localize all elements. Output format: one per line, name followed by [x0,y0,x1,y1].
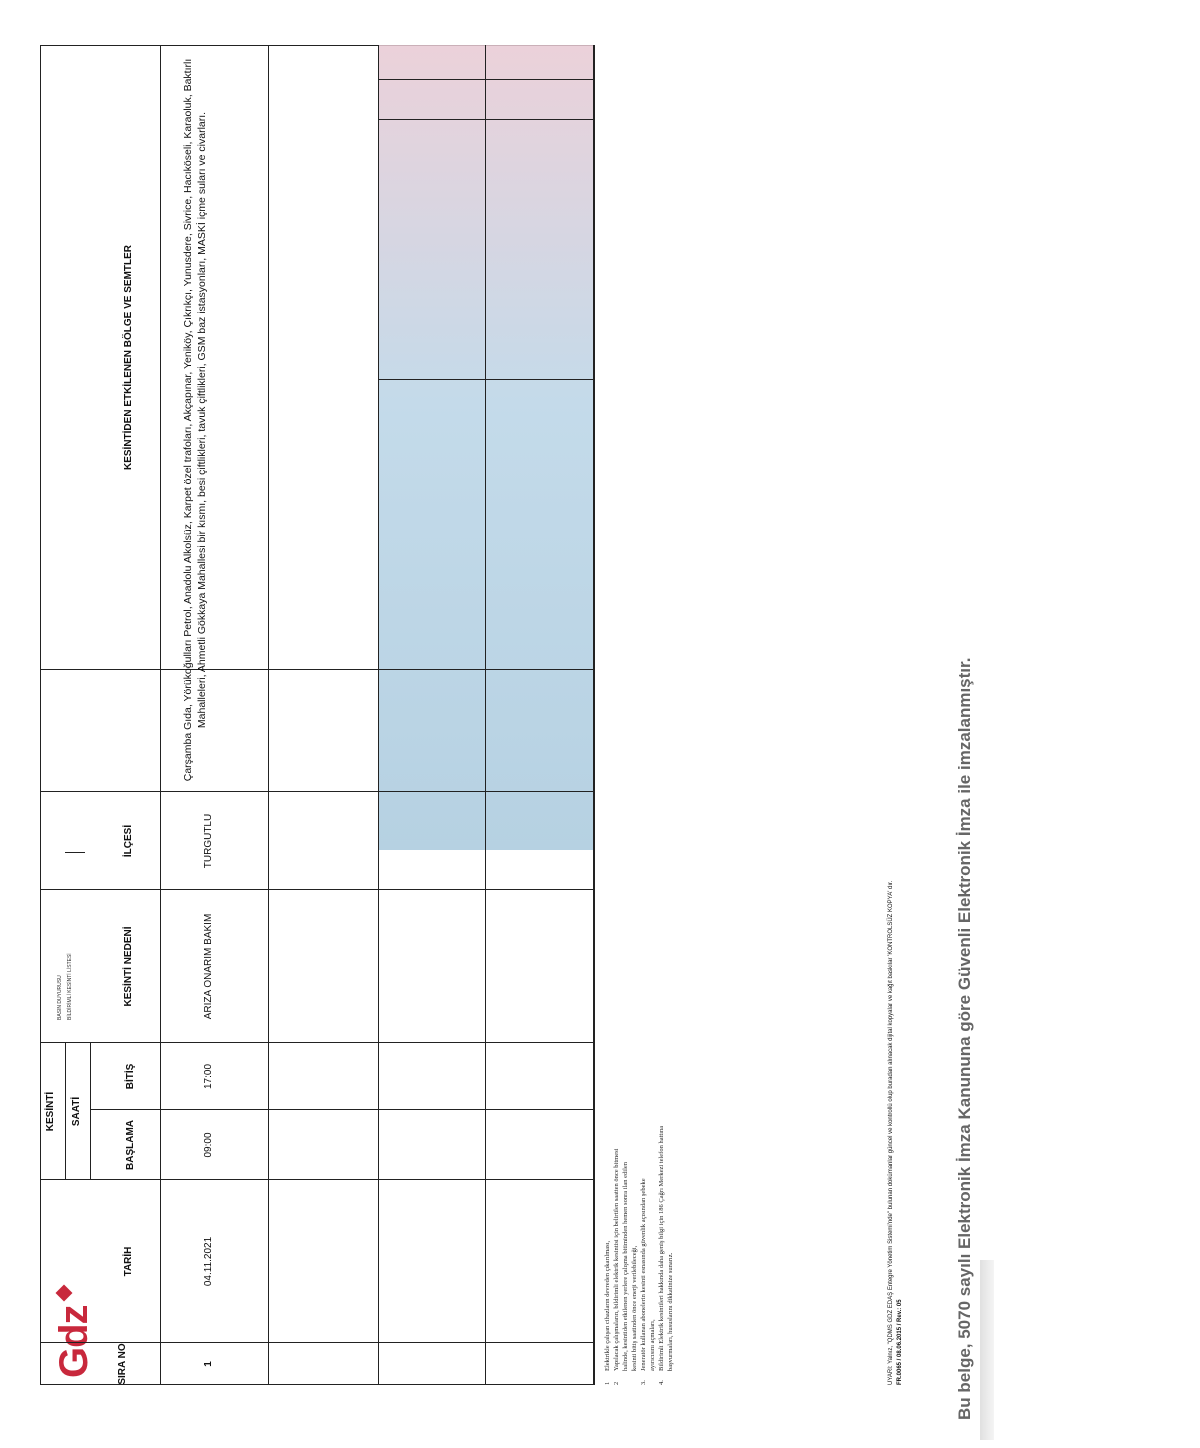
gdz-logo: Gdz [52,1287,97,1378]
note-item: ayırıcısını açmaları, [649,1319,656,1371]
scan-artifact [980,1260,994,1440]
note-item: halinde, kesintiden etkilenen yerlere çalışma bitiminden hemen sonra ilan edilen [622,1161,629,1371]
subheader-border [90,1043,91,1180]
row1-neden: ARIZA ONARIM BAKIM [203,913,214,1020]
row-border [593,45,594,1385]
header-tarih: TARİH [123,1246,134,1277]
document-sheet [5,40,1105,1440]
row1-baslama: 09:00 [203,1132,214,1158]
header-baslama: BAŞLAMA [125,1120,136,1170]
header-saati: SAATİ [71,1096,82,1127]
note-item: kesinti bitiş saatinden önce enerji verilebileceği, [631,1245,638,1371]
header-bolge: KESİNTİDEN ETKİLENEN BÖLGE VE SEMTLER [123,244,134,471]
note-item: 3. Jeneratör kullanan abonelerin kesinti esnasında güvenlik açısından şebeke [640,1178,647,1385]
warning-line-1: UYARI: Yalnız, "QDMS GDZ EDAŞ Entegre Yönetim Sistemi'nde" bulunan dokümanlar güncel ve kontrollü olup buradan alınacak dijital kopyalar ve kağıt baskılar 'KONTROLSÜZ KOPYA' dır. [888,880,894,1385]
row-border [485,45,486,1385]
note-item: 1 Elektrikle çalışan cihazların devreden çıkarılması, [604,1240,611,1385]
row-border [160,45,161,1385]
header-caption-1: BASIN DUYURUSU [57,975,63,1020]
notes-list [603,685,675,1385]
row-border [268,45,269,1385]
subheader-border [65,1043,66,1180]
row1-no: 1 [203,1361,214,1367]
col-border [90,1109,595,1110]
header-ilce: İLÇESİ [123,824,134,858]
row-border [378,45,379,1385]
row1-bitis: 17:00 [203,1063,214,1090]
note-item: 4. Bildirimli Elektrik kesintileri hakkında daha geniş bilgi için 186 Çağrı Merkezi telefon hattına [658,1125,665,1385]
warning-line-2: FR.0065 / 08.06.2015 / Rev.: 05 [897,1299,903,1385]
row1-bolge: Çarşamba Gıda, Yörükoğulları Petrol, Anadolu Alkolsüz, Karpet özel trafoları, Akçapınar, Yeniköy, Çıkrıkçı, Yunusdere, Sivrice, Hacıköseli, Karaoluk, Baktırlı Mahalleleri, Ahmetli Gökkaya Mahallesi bir kısmı, besi çiftlikleri, tavuk çiftlikleri, GSM baz istasyonları, MASKİ içme suları ve civarları. [182,58,208,782]
qdms-warning [887,881,905,1385]
row1-tarih: 04.11.2021 [203,1236,214,1287]
header-caption-2: BİLDİRİMLİ KESİNTİ LİSTESİ [67,953,73,1020]
header-bitis: BİTİŞ [125,1063,136,1090]
row1-ilce: TURGUTLU [203,813,214,869]
header-kesinti: KESİNTİ [45,1091,56,1132]
esign-notice: Bu belge, 5070 sayılı Elektronik İmza Kanununa göre Güvenli Elektronik İmza ile imzalanmıştır. [955,657,974,1420]
note-item: başvurmaları, hususlarını dikkatinize sunarız. [667,1252,674,1371]
header-sira-no: SIRA NO [117,1343,128,1385]
header-neden: KESİNTİ NEDENİ [123,926,134,1007]
note-item: 2 Yapılacak çalışmaların, bildirimli elektrik kesintisi için belirtilen saatten önce bitmesi [613,1148,620,1385]
